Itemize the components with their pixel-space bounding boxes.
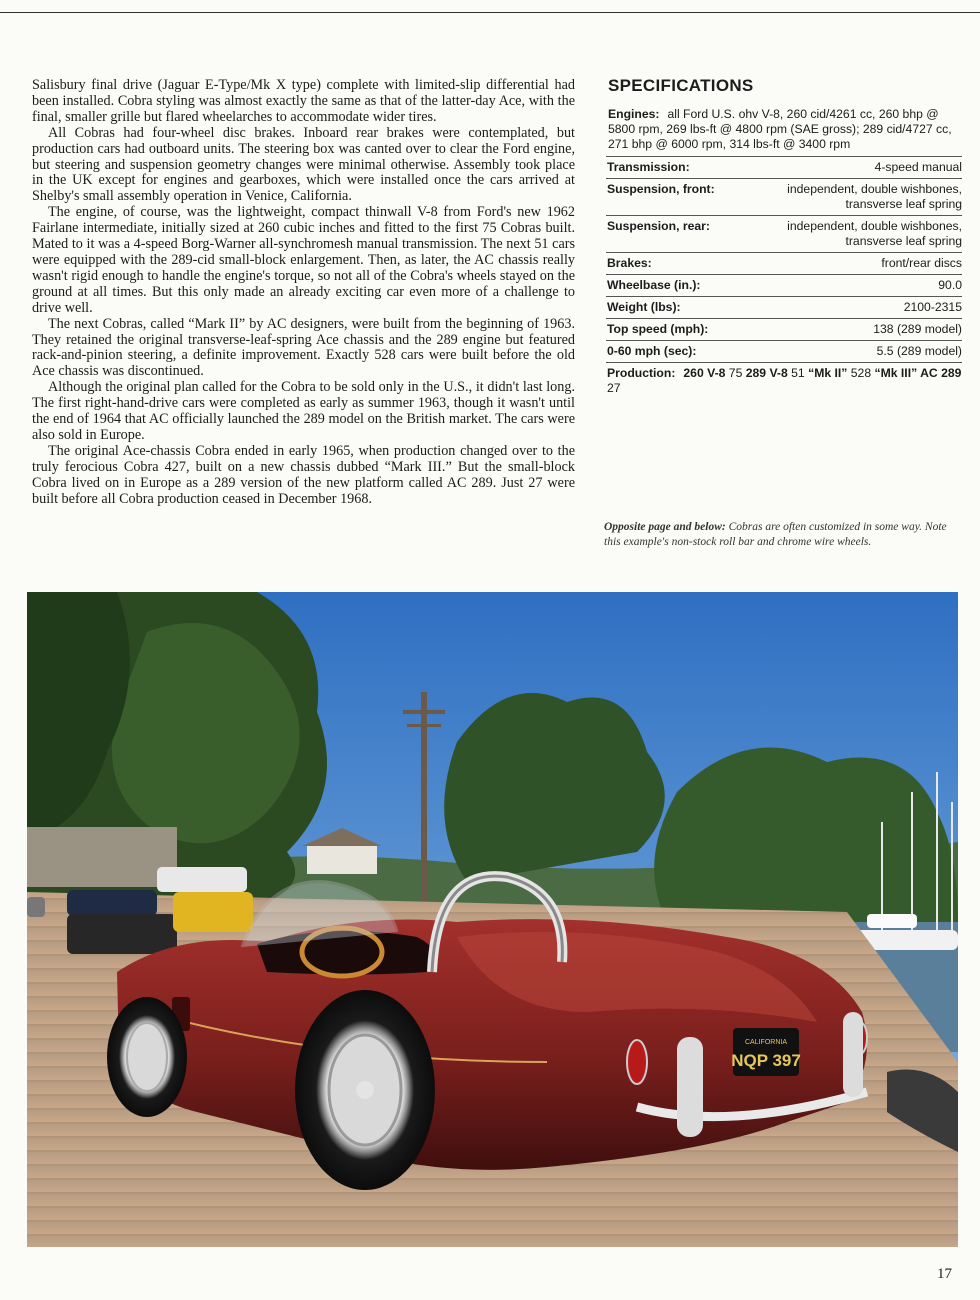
paragraph-3: The engine, of course, was the lightweight, compact thinwall V-8 from Ford's new 1962 Fairlane intermediate, initially sized at 260 cubic inches and fitted to the first 75 Cobras built. Mated to it was a 4-speed Borg-Warner all-synchromesh manual transmission. The next 51 cars were equipped with the 289-cid small-block enlargement. Then, as later, the AC chassis really wasn't rigid enough to handle the engine's torque, so not all of the Cobra's wheels stayed on the ground at all times. But this only made an already exciting car even more of a challenge to drive well. [32,204,575,316]
paragraph-6: The original Ace-chassis Cobra ended in early 1965, when production changed over to the truly ferocious Cobra 427, built on a new chassis dubbed “Mark III.” But the small-block Cobra lived on in Europe as a 289 version of the new platform called AC 289. Just 27 were built before all Cobra production ceased in December 1968. [32,442,575,507]
spec-row-suspension-rear [606,216,962,253]
spec-label: Brakes: [607,256,652,270]
paragraph-4: The next Cobras, called “Mark II” by AC designers, were built from the beginning of 1963. They retained the original transverse-leaf-spring Ace chassis and the 289 engine but featured rack-and-pinion steering, a definite improvement. Exactly 528 cars were built before the old Ace chassis was discontinued. [32,315,575,380]
photo-caption [604,520,954,550]
caption-text: Cobras are often customized in some way. Note this example's non-stock roll bar and chrome wire wheels. [604,521,947,548]
spec-production-label: Production: [607,366,676,380]
front-wheel [107,997,187,1117]
spec-value: 2100-2315 [903,300,962,314]
specifications-box [606,78,962,396]
spec-row-transmission [606,157,962,179]
spec-label: Top speed (mph): [607,322,709,336]
production-model: “Mk II” [808,366,848,380]
license-plate [731,1028,801,1076]
production-count: 51 [791,366,805,380]
paragraph-1: Salisbury final drive (Jaguar E-Type/Mk X type) complete with limited-slip differential had been installed. Cobra styling was almost exactly the same as that of the latter-day Ace, with the final, smaller grille but flared wheelarches to accommodate wider tires. [32,77,575,125]
caption-lead: Opposite page and below: [604,521,726,533]
plate-state: CALIFORNIA [744,1039,788,1046]
spec-row-weight [606,297,962,319]
spec-value: independent, double wishbones, transverse leaf spring [787,182,962,211]
cobra-photo-illustration [27,592,958,1247]
spec-engines-label: Engines: [608,107,660,121]
spec-label: Suspension, rear: [607,219,710,233]
spec-value: 138 (289 model) [873,322,962,336]
spec-label: Suspension, front: [607,182,715,196]
production-count: 27 [607,381,621,395]
spec-row-0-60 [606,341,962,363]
spec-value: 5.5 (289 model) [876,344,962,358]
production-model: “Mk III” AC 289 [874,366,962,380]
rear-wheel [295,990,435,1190]
spec-production [606,363,962,396]
spec-label: Weight (lbs): [607,300,681,314]
production-count: 75 [728,366,743,380]
page-number: 17 [937,1266,952,1282]
spec-value: front/rear discs [881,256,962,270]
spec-row-suspension-front [606,179,962,216]
paragraph-2: All Cobras had four-wheel disc brakes. Inboard rear brakes were contemplated, but production cars had outboard units. The steering box was canted over to clear the Ford engine, but steering and suspension geometry changes were minimal otherwise. Assembly took place in the UK except for engines and gearboxes, which were installed once the cars arrived at Shelby's small assembly operation in Venice, California. [32,124,575,205]
specifications-title: SPECIFICATIONS [608,76,754,95]
body-text-column [32,78,575,507]
production-model: 289 V-8 [745,366,788,380]
spec-row-wheelbase [606,275,962,297]
spec-value: 90.0 [938,278,962,292]
top-rule [0,12,980,13]
spec-row-brakes [606,253,962,275]
production-model: 260 V-8 [683,366,726,380]
plate-number: NQP 397 [731,1051,801,1070]
paragraph-5: Although the original plan called for the Cobra to be sold only in the U.S., it didn't last long. The first right-hand-drive cars were completed as early as summer 1963, though it wasn't until the end of 1964 that AC officially launched the 289 model on the British market. The cars were also sold in Europe. [32,379,575,443]
spec-engines-value: all Ford U.S. ohv V-8, 260 cid/4261 cc, 260 bhp @ 5800 rpm, 269 lbs-ft @ 4800 rpm (SAE gross); 289 cid/4727 cc, 271 bhp @ 6000 rpm, 314 lbs-ft @ 3400 rpm [608,107,952,151]
spec-value: independent, double wishbones, transverse leaf spring [787,219,962,248]
spec-engines [606,106,962,157]
spec-label: Transmission: [607,160,690,174]
cobra-photo [27,592,958,1247]
production-count: 528 [850,366,872,380]
spec-value: 4-speed manual [874,160,962,174]
spec-label: 0-60 mph (sec): [607,344,697,358]
spec-label: Wheelbase (in.): [607,278,701,292]
spec-row-top-speed [606,319,962,341]
